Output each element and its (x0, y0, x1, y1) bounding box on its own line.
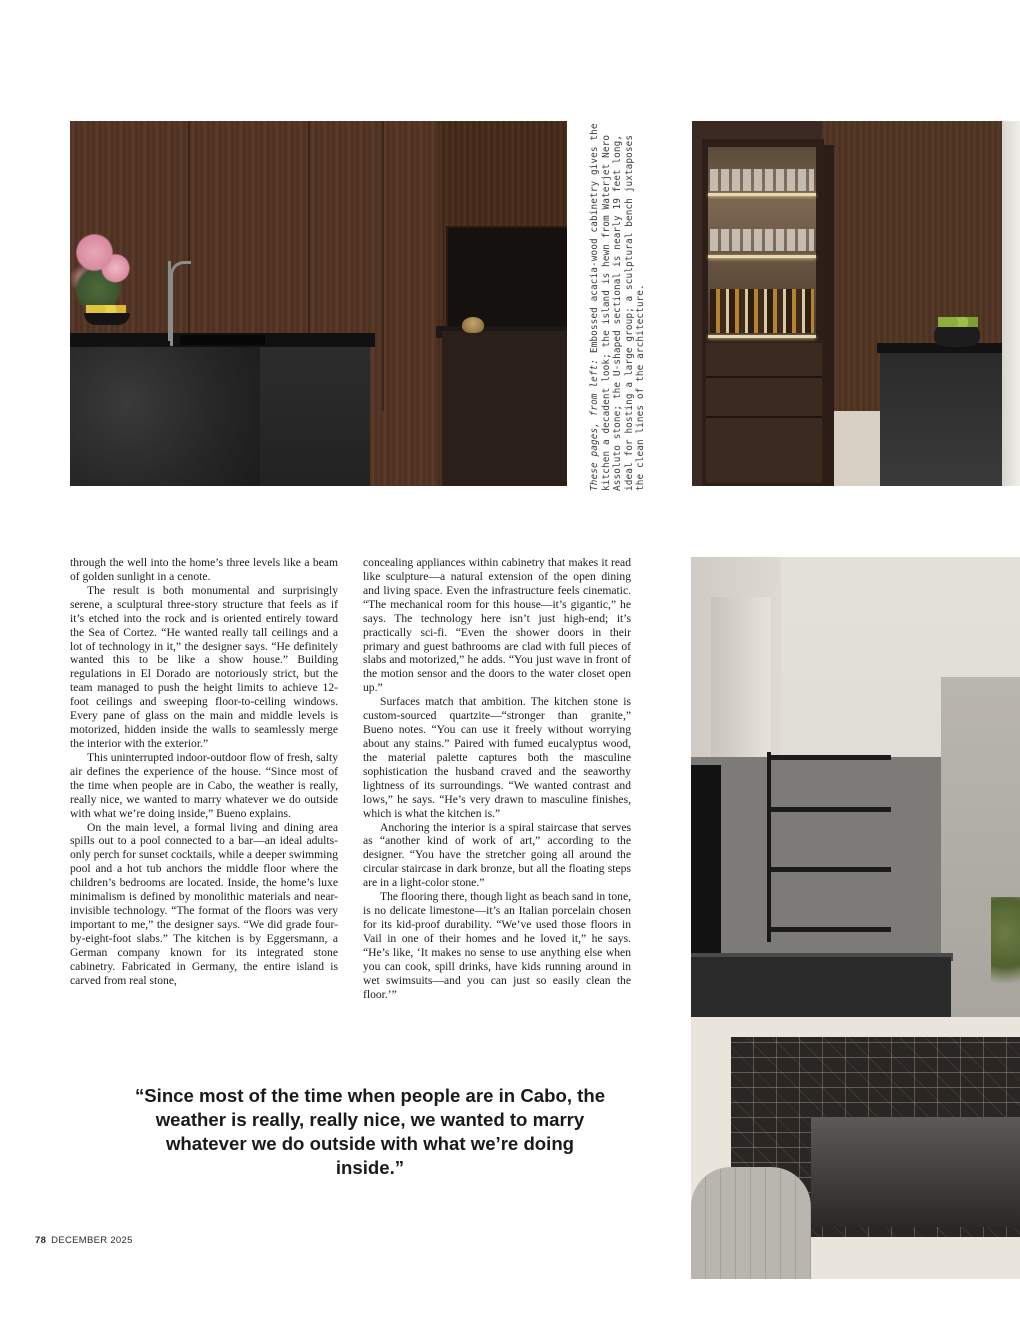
pull-quote: “Since most of the time when people are in Cabo, the weather is really, really nice, we wanted to marry whatever we do outside with what we’re doing inside.” (134, 1085, 606, 1178)
body-paragraph: This uninterrupted indoor-outdoor flow of fresh, salty air defines the experience of the house. “Since most of the time when people are in Cabo, the weather is really, really nice, we wanted to marry whatever we do outside with what we’re doing inside,” Bueno explains. (70, 750, 338, 820)
issue-date: DECEMBER 2025 (51, 1235, 133, 1246)
body-paragraph: Anchoring the interior is a spiral staircase that serves as “another kind of work of art,” according to the designer. “You have the stretcher going all around the circular staircase in dark bronze, but all the floating steps are in a light-color stone.” (363, 820, 631, 890)
caption-text: Embossed acacia-wood cabinetry gives the kitchen a decadent look; the island is hewn from Waterjet Nero Assoluto stone; the U-shaped sectional is nearly 19 feet long, ideal for hosting a large group; a sculptural bench juxtaposes the clean lines of the architecture. (589, 123, 647, 491)
living-room-photo (691, 557, 1020, 1279)
body-paragraph: through the well into the home’s three levels like a beam of golden sunlight in a cenote. (70, 556, 338, 583)
page-folio (35, 1235, 133, 1246)
page-number: 78 (35, 1235, 47, 1246)
body-column-2 (363, 556, 631, 1002)
body-column-1 (70, 556, 338, 988)
body-paragraph: The result is both monumental and surprisingly serene, a sculptural three-story structure that feels as if it’s etched into the rock and is oriented entirely toward the Sea of Cortez. “He wanted really tall ceilings and a lot of technology in it,” the designer says. “He definitely wanted this to be like a show house.” Building regulations in El Dorado are notoriously strict, but the team managed to push the height limits to achieve 12-foot ceilings and sweeping floor-to-ceiling windows. Every pane of glass on the main and middle levels is motorized, hidden inside the walls to seamlessly merge the interior with the exterior.” (70, 583, 338, 750)
bar-cabinet-photo (692, 121, 1020, 486)
body-paragraph: On the main level, a formal living and dining area spills out to a pool connected to a bar—an ideal adults-only perch for sunset cocktails, while a deeper swimming pool and a hot tub anchors the middle floor where the children’s bedrooms are located. Inside, the home’s luxe minimalism is defined by monolithic materials and near-invisible technology. “The format of the floors was very important to me,” the designer says. “We did grade four-by-eight-foot slabs.” The kitchen is by Eggersmann, a German company known for its integrated stone cabinetry. Fabricated in Germany, the entire island is carved from real stone, (70, 820, 338, 987)
kitchen-island-photo (70, 121, 567, 486)
body-paragraph: The flooring there, though light as beach sand in tone, is no delicate limestone—it’s an Italian porcelain chosen for its kid-proof durability. “We’ve used those floors in Vail in one of their homes and he loved it,” he says. “He’s like, ‘It makes no sense to use anything else when you can cook, spill drinks, have kids running around in wet swimsuits—and you can just so easily clean the floor.’” (363, 890, 631, 1001)
body-paragraph: Surfaces match that ambition. The kitchen stone is custom-sourced quartzite—“stronger than granite,” Bueno notes. “You can use it freely without worrying about any stains.” Paired with fumed eucalyptus wood, the material palette captures both the masculine sophistication the husband craved and the seaworthy lightness of its surroundings. “We wanted contrast and lows,” he says. “He’s very drawn to masculine finishes, which is what the kitchen is.” (363, 695, 631, 820)
body-paragraph: concealing appliances within cabinetry that makes it read like sculpture—a natural extension of the open dining and living space. Even the infrastructure feels cinematic. “The mechanical room for this house—it’s gigantic,” he says. The technology here isn’t just high-end; it’s practically sci-fi. “Even the shower doors in their primary and guest bathrooms are clad with full pieces of slabs and motorized,” he adds. “You just wave in front of the motion sensor and the doors to the water closet open up.” (363, 556, 631, 695)
photo-caption (589, 121, 669, 491)
caption-lead: These pages, from left: (589, 358, 600, 491)
